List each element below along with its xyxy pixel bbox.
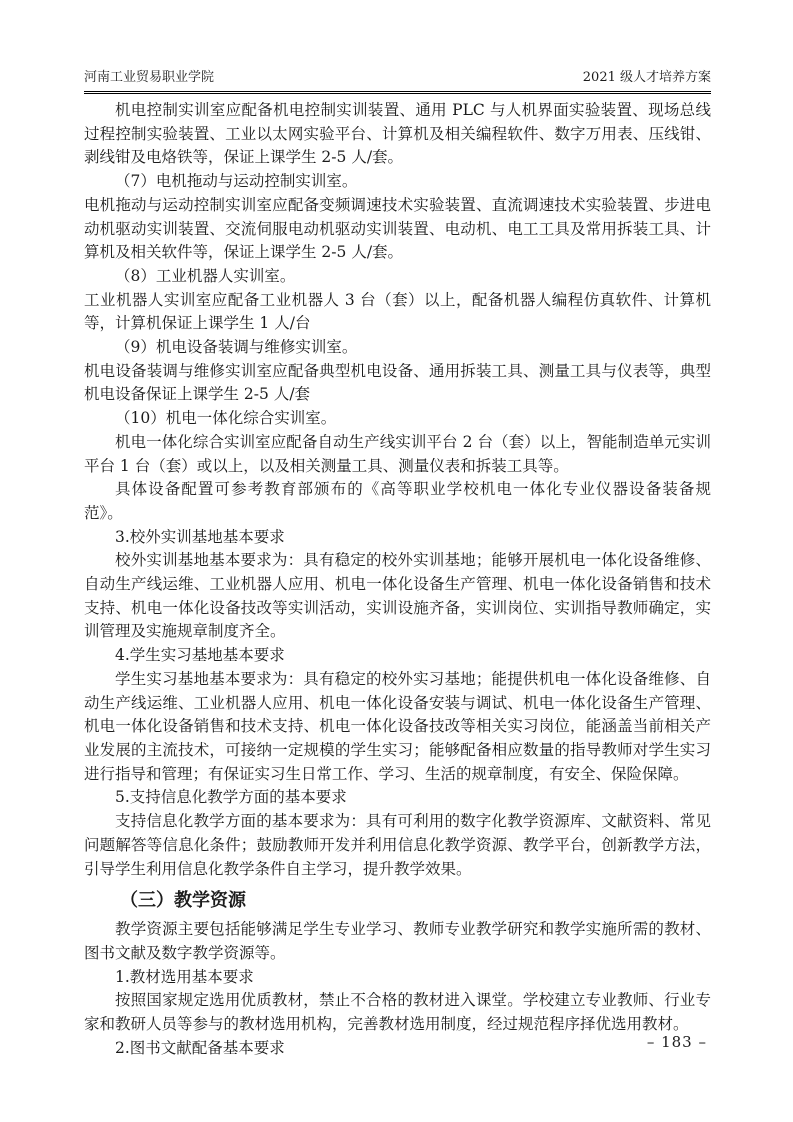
header-document-title: 2021 级人才培养方案 <box>582 70 711 85</box>
paragraph: 工业机器人实训室应配备工业机器人 3 台（套）以上，配备机器人编程仿真软件、计算机等，计算机保证上课学生 1 人/台 <box>84 290 711 333</box>
paragraph: （9）机电设备装调与维修实训室。 <box>115 338 358 357</box>
paragraph: 校外实训基地基本要求为：具有稳定的校外实训基地；能够开展机电一体化设备维修、自动生产线运维、工业机器人应用、机电一体化设备生产管理、机电一体化设备销售和技术支持、机电一体化设备技改等实训活动，实训设施齐备，实训岗位、实训指导教师确定，实训管理及实施规章制度齐全。 <box>84 551 711 641</box>
paragraph: 1.教材选用基本要求 <box>115 967 254 986</box>
page-header <box>84 66 711 94</box>
paragraph: 机电控制实训室应配备机电控制实训装置、通用 PLC 与人机界面实验装置、现场总线过程控制实验装置、工业以太网实验平台、计算机及相关编程软件、数字万用表、压线钳、剥线钳及电烙铁等，保证上课学生 2-5 人/套。 <box>84 101 711 167</box>
paragraph: 学生实习基地基本要求为：具有稳定的校外实习基地；能提供机电一体化设备维修、自动生产线运维、工业机器人应用、机电一体化设备安装与调试、机电一体化设备生产管理、机电一体化设备销售和技术支持、机电一体化设备技改等相关实习岗位，能涵盖当前相关产业发展的主流技术，可接纳一定规模的学生实习；能够配备相应数量的指导教师对学生实习进行指导和管理；有保证实习生日常工作、学习、生活的规章制度，有安全、保险保障。 <box>84 669 711 783</box>
paragraph: 按照国家规定选用优质教材，禁止不合格的教材进入课堂。学校建立专业教师、行业专家和教研人员等参与的教材选用机构，完善教材选用制度，经过规范程序择优选用教材。 <box>84 991 711 1034</box>
paragraph: 机电一体化综合实训室应配备自动生产线实训平台 2 台（套）以上，智能制造单元实训平台 1 台（套）或以上，以及相关测量工具、测量仪表和拆装工具等。 <box>84 432 711 475</box>
paragraph: 4.学生实习基地基本要求 <box>115 646 285 665</box>
header-school-name: 河南工业贸易职业学院 <box>84 70 215 85</box>
paragraph: 机电设备装调与维修实训室应配备典型机电设备、通用拆装工具、测量工具与仪表等，典型机电设备保证上课学生 2-5 人/套 <box>84 361 711 404</box>
paragraph: 具体设备配置可参考教育部颁布的《高等职业学校机电一体化专业仪器设备装备规范》。 <box>84 480 711 522</box>
paragraph: 3.校外实训基地基本要求 <box>115 527 285 546</box>
paragraph: 2.图书文献配备基本要求 <box>115 1038 285 1057</box>
paragraph: 支持信息化教学方面的基本要求为：具有可利用的数字化教学资源库、文献资料、常见问题解答等信息化条件；鼓励教师开发并利用信息化教学资源、教学平台，创新教学方法，引导学生利用信息化教学条件自主学习，提升教学效果。 <box>84 812 711 878</box>
paragraph: （7）电机拖动与运动控制实训室。 <box>115 172 358 191</box>
paragraph: 5.支持信息化教学方面的基本要求 <box>115 788 347 807</box>
section-heading: （三）教学资源 <box>120 890 246 912</box>
document-body <box>84 99 711 1060</box>
paragraph: 电机拖动与运动控制实训室应配备变频调速技术实验装置、直流调速技术实验装置、步进电动机驱动实训装置、交流伺服电动机驱动实训装置、电动机、电工工具及常用拆装工具、计算机及相关软件等，保证上课学生 2-5 人/套。 <box>84 195 711 262</box>
paragraph: 教学资源主要包括能够满足学生专业学习、教师专业教学研究和教学实施所需的教材、图书文献及数字教学资源等。 <box>84 920 711 962</box>
page-number: – 183 – <box>646 1033 707 1051</box>
paragraph: （8）工业机器人实训室。 <box>115 266 296 285</box>
paragraph: （10）机电一体化综合实训室。 <box>115 409 337 428</box>
